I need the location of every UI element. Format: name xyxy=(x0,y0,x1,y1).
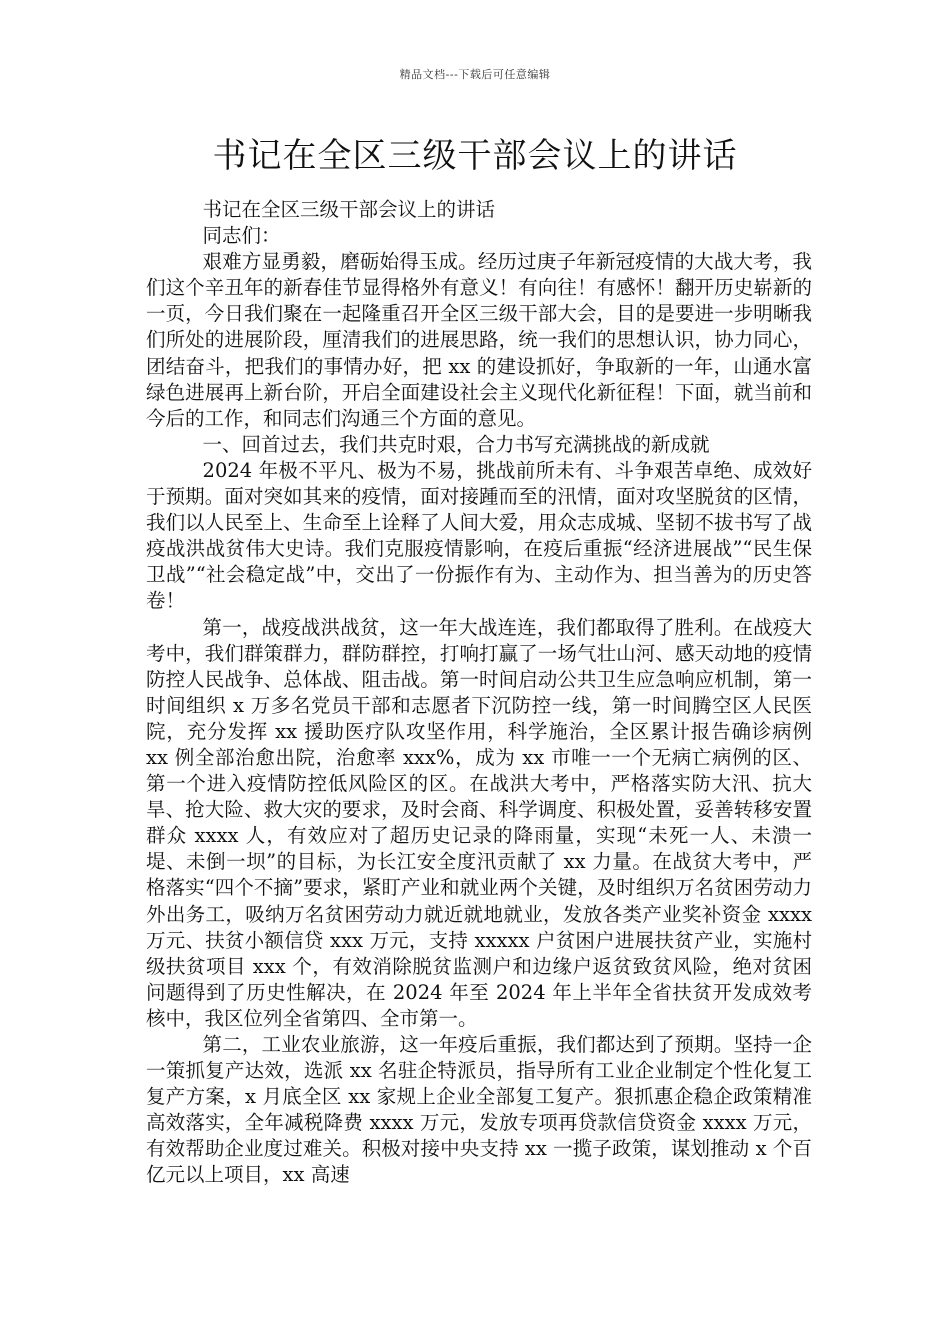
body-paragraph: 艰难方显勇毅，磨砺始得玉成。经历过庚子年新冠疫情的大战大考，我们这个辛丑年的新春佳节显得格外有意义！有向往！有感怀！翻开历史崭新的一页，今日我们聚在一起隆重召开全区三级干部大会，目的是要进一步明晰我们所处的进展阶段，厘清我们的进展思路，统一我们的思想认识，协力同心，团结奋斗，把我们的事情办好，把 xx 的建设抓好，争取新的一年，山通水富绿色进展再上新台阶，开启全面建设社会主义现代化新征程！下面，就当前和今后的工作，和同志们沟通三个方面的意见。 xyxy=(146,250,812,430)
document-title: 书记在全区三级干部会议上的讲话 xyxy=(212,136,738,176)
section-heading: 一、回首过去，我们共克时艰，合力书写充满挑战的新成就 xyxy=(202,432,710,456)
salutation-paragraph: 同志们： xyxy=(202,224,281,248)
body-paragraph: 第二，工业农业旅游，这一年疫后重振，我们都达到了预期。坚持一企一策抓复产达效，选派 xx 名驻企特派员，指导所有工业企业制定个性化复工复产方案，x 月底全区 xx 家规上企业全部复工复产。狠抓惠企稳企政策精准高效落实，全年减税降费 xxxx 万元，发放专项再贷款信贷资金 xxxx 万元，有效帮助企业度过难关。积极对接中央支持 xx 一揽子政策，谋划推动 x 个百亿元以上项目，xx 高速 xyxy=(146,1033,812,1187)
subtitle-paragraph: 书记在全区三级干部会议上的讲话 xyxy=(202,198,496,221)
page-header-note: 精品文档---下载后可任意编辑 xyxy=(399,68,551,81)
body-paragraph: 第一，战疫战洪战贫，这一年大战连连，我们都取得了胜利。在战疫大考中，我们群策群力，群防群控，打响打赢了一场气壮山河、感天动地的疫情防控人民战争、总体战、阻击战。第一时间启动公共卫生应急响应机制，第一时间组织 x 万多名党员干部和志愿者下沉防控一线，第一时间腾空区人民医院，充分发挥 xx 援助医疗队攻坚作用，科学施治，全区累计报告确诊病例 xx 例全部治愈出院，治愈率 xxx%，成为 xx 市唯一一个无病亡病例的区、第一个进入疫情防控低风险区的区。在战洪大考中，严格落实防大汛、抗大旱、抢大险、救大灾的要求，及时会商、科学调度、积极处置，妥善转移安置群众 xxxx 人，有效应对了超历史记录的降雨量，实现“未死一人、未溃一堤、未倒一坝”的目标，为长江安全度汛贡献了 xx 力量。在战贫大考中，严格落实“四个不摘”要求，紧盯产业和就业两个关键，及时组织万名贫困劳动力外出务工，吸纳万名贫困劳动力就近就地就业，发放各类产业奖补资金 xxxx 万元、扶贫小额信贷 xxx 万元，支持 xxxxx 户贫困户进展扶贫产业，实施村级扶贫项目 xxx 个，有效消除脱贫监测户和边缘户返贫致贫风险，绝对贫困问题得到了历史性解决，在 2024 年至 2024 年上半年全省扶贫开发成效考核中，我区位列全省第四、全市第一。 xyxy=(146,615,812,1030)
body-paragraph: 2024 年极不平凡、极为不易，挑战前所未有、斗争艰苦卓绝、成效好于预期。面对突如其来的疫情，面对接踵而至的汛情，面对攻坚脱贫的区情，我们以人民至上、生命至上诠释了人间大爱，用众志成城、坚韧不拔书写了战疫战洪战贫伟大史诗。我们克服疫情影响，在疫后重振“经济进展战”“民生保卫战”“社会稳定战”中，交出了一份振作有为、主动作为、担当善为的历史答卷！ xyxy=(146,458,812,613)
document-body xyxy=(146,197,812,1189)
